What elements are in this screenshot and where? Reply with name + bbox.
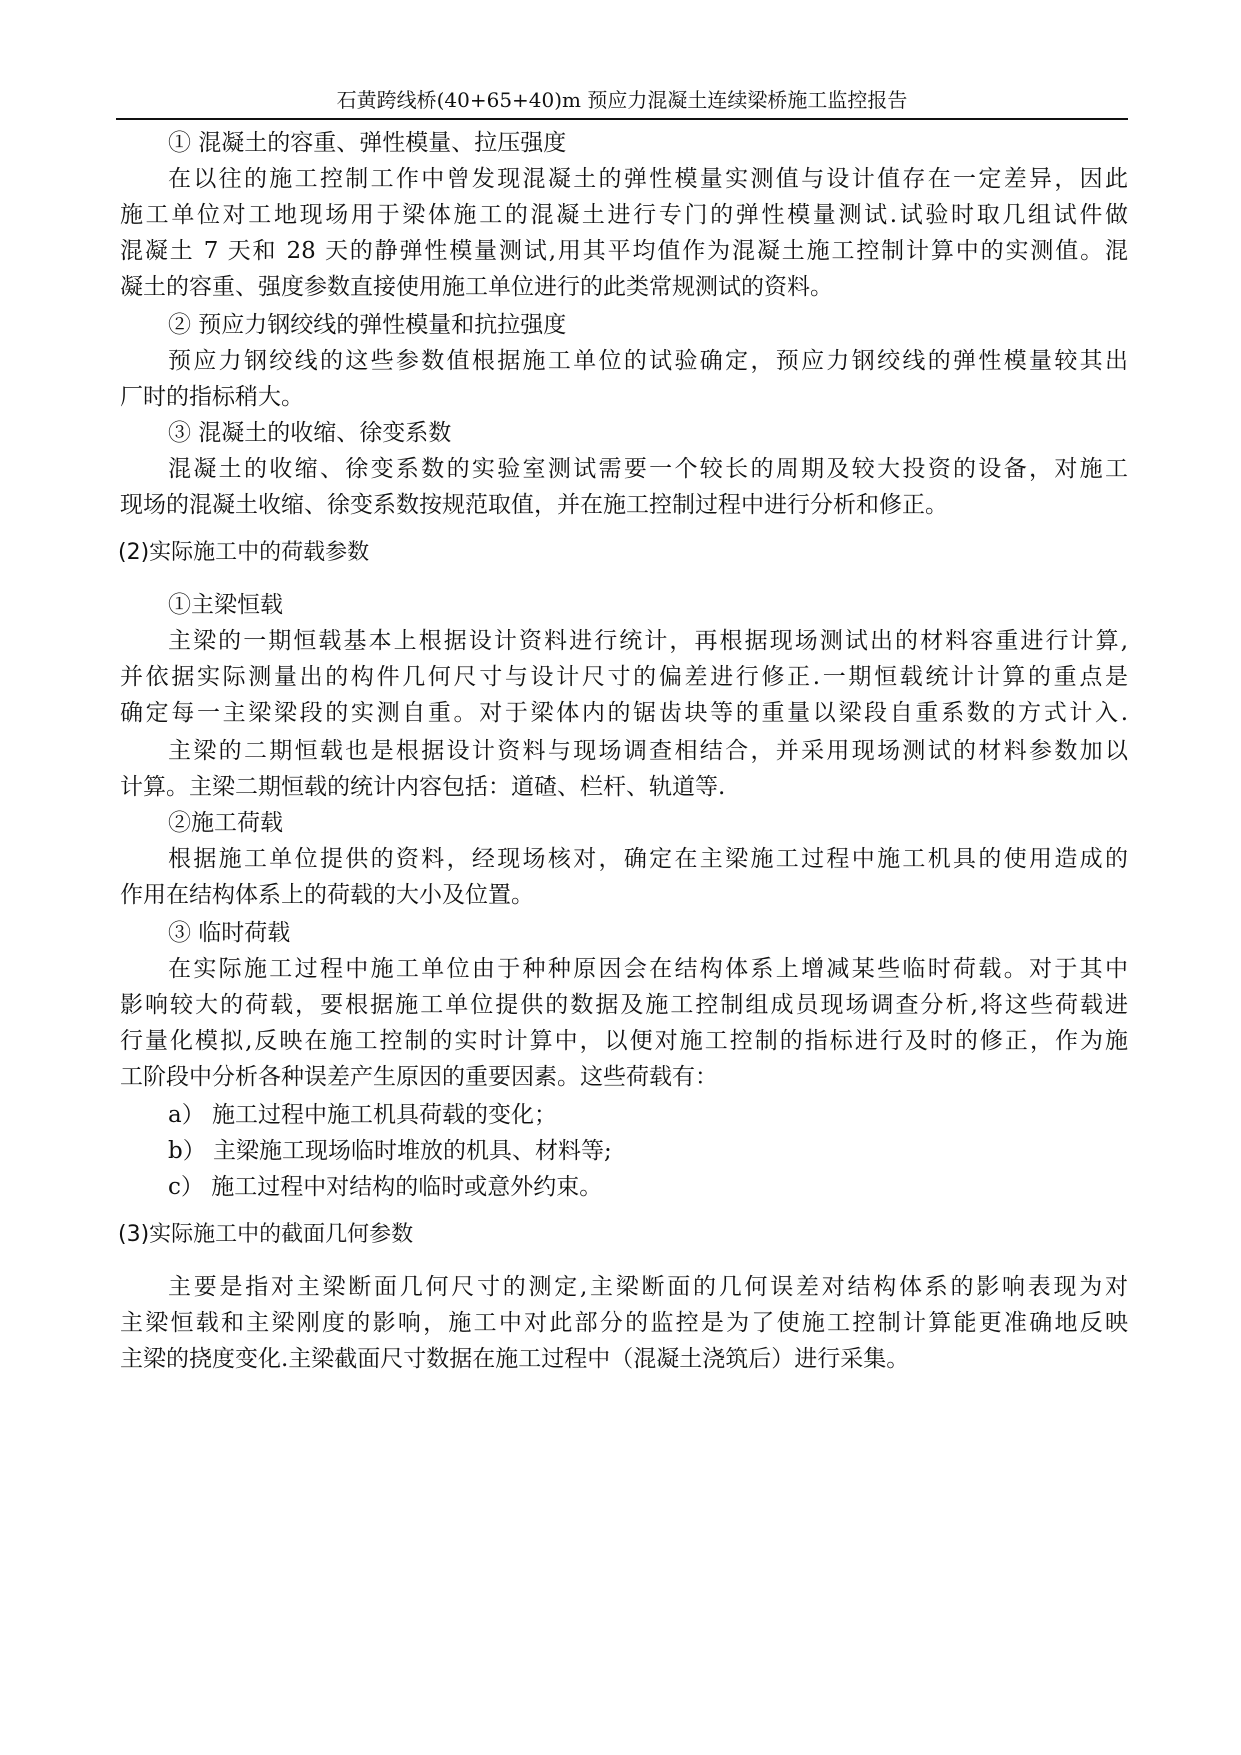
paragraph-line: 预应力钢绞线的这些参数值根据施工单位的试验确定，预应力钢绞线的弹性模量较其出	[168, 348, 1128, 374]
subheading-shrinkage-creep: ③ 混凝土的收缩、徐变系数	[168, 420, 452, 446]
paragraph-line: 作用在结构体系上的荷载的大小及位置。	[120, 882, 534, 908]
section-heading-section-geometry: (3)实际施工中的截面几何参数	[118, 1222, 414, 1247]
paragraph-line: 混凝土的收缩、徐变系数的实验室测试需要一个较长的周期及较大投资的设备，对施工	[168, 456, 1128, 482]
paragraph-line: 并依据实际测量出的构件几何尺寸与设计尺寸的偏差进行修正.一期恒载统计计算的重点是	[120, 664, 1128, 690]
paragraph-line: 主梁的二期恒载也是根据设计资料与现场调查相结合，并采用现场测试的材料参数加以	[168, 738, 1128, 764]
section-heading-load-parameters: (2)实际施工中的荷载参数	[118, 540, 370, 565]
subheading-concrete-properties: ① 混凝土的容重、弹性模量、拉压强度	[168, 130, 567, 156]
paragraph-line: 主要是指对主梁断面几何尺寸的测定,主梁断面的几何误差对结构体系的影响表现为对	[168, 1274, 1128, 1300]
list-item: a） 施工过程中施工机具荷载的变化；	[168, 1102, 558, 1128]
paragraph-line: 行量化模拟,反映在施工控制的实时计算中，以便对施工控制的指标进行及时的修正，作为施	[120, 1028, 1128, 1054]
paragraph-line: 主梁的一期恒载基本上根据设计资料进行统计，再根据现场测试出的材料容重进行计算,	[168, 628, 1128, 654]
paragraph-line: 混凝土 7 天和 28 天的静弹性模量测试,用其平均值作为混凝土施工控制计算中的实测值。混	[120, 238, 1128, 264]
paragraph-line: 主梁的挠度变化.主梁截面尺寸数据在施工过程中（混凝土浇筑后）进行采集。	[120, 1346, 910, 1372]
paragraph-line: 施工单位对工地现场用于梁体施工的混凝土进行专门的弹性模量测试.试验时取几组试件做	[120, 202, 1128, 228]
subheading-construction-load: ②施工荷载	[168, 810, 283, 836]
paragraph-line: 厂时的指标稍大。	[120, 384, 304, 410]
paragraph-line: 确定每一主梁梁段的实测自重。对于梁体内的锯齿块等的重量以梁段自重系数的方式计入.	[120, 700, 1128, 726]
paragraph-line: 凝土的容重、强度参数直接使用施工单位进行的此类常规测试的资料。	[120, 274, 833, 300]
paragraph-line: 在实际施工过程中施工单位由于种种原因会在结构体系上增减某些临时荷载。对于其中	[168, 956, 1128, 982]
subheading-dead-load: ①主梁恒载	[168, 592, 283, 618]
subheading-strand-properties: ② 预应力钢绞线的弹性模量和抗拉强度	[168, 312, 567, 338]
subheading-temporary-load: ③ 临时荷载	[168, 920, 291, 946]
paragraph-line: 根据施工单位提供的资料，经现场核对，确定在主梁施工过程中施工机具的使用造成的	[168, 846, 1128, 872]
paragraph-line: 在以往的施工控制工作中曾发现混凝土的弹性模量实测值与设计值存在一定差异，因此	[168, 166, 1128, 192]
paragraph-line: 计算。主梁二期恒载的统计内容包括：道碴、栏杆、轨道等.	[120, 774, 726, 800]
list-item: c） 施工过程中对结构的临时或意外约束。	[168, 1174, 603, 1200]
list-item: b） 主梁施工现场临时堆放的机具、材料等;	[168, 1138, 612, 1164]
paragraph-line: 主梁恒载和主梁刚度的影响，施工中对此部分的监控是为了使施工控制计算能更准确地反映	[120, 1310, 1128, 1336]
page-header: 石黄跨线桥(40+65+40)m 预应力混凝土连续梁桥施工监控报告	[116, 86, 1128, 120]
paragraph-line: 影响较大的荷载，要根据施工单位提供的数据及施工控制组成员现场调查分析,将这些荷载进	[120, 992, 1128, 1018]
paragraph-line: 工阶段中分析各种误差产生原因的重要因素。这些荷载有：	[120, 1064, 718, 1090]
paragraph-line: 现场的混凝土收缩、徐变系数按规范取值，并在施工控制过程中进行分析和修正。	[120, 492, 948, 518]
